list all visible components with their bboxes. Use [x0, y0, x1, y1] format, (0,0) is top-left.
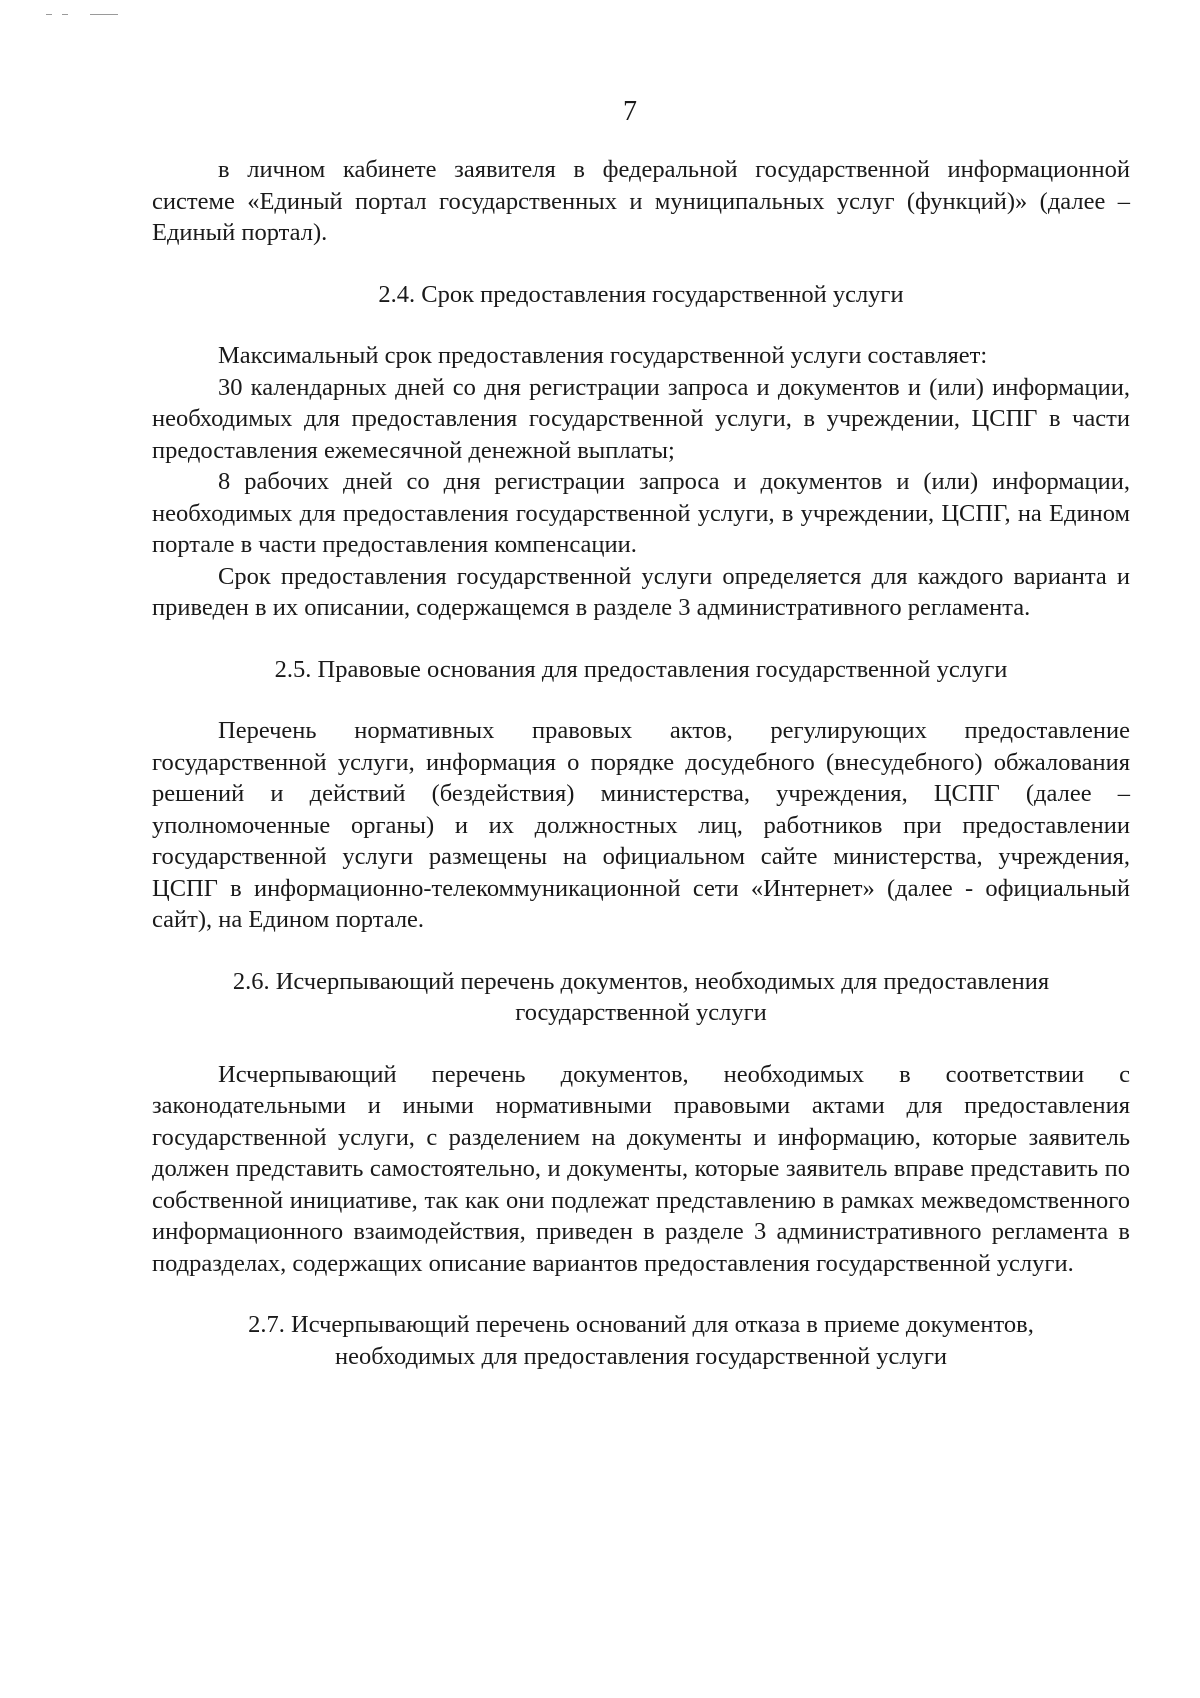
paragraph: 8 рабочих дней со дня регистрации запроса и документов и (или) информации, необходимых для предоставления государственной услуги, в учреждении, ЦСПГ, на Едином портале в части предоставления компенсации.	[152, 468, 1130, 558]
section-heading-2-4: 2.4. Срок предоставления государственной услуги	[378, 280, 904, 308]
paragraph: 30 календарных дней со дня регистрации запроса и документов и (или) информации, необходимых для предоставления государственной услуги, в учреждении, ЦСПГ в части предоставления ежемесячной денежной выплаты;	[152, 373, 1130, 464]
scan-artifact-dash	[62, 14, 68, 15]
paragraph: Срок предоставления государственной услуги определяется для каждого варианта и приведен в их описании, содержащемся в разделе 3 административного регламента.	[152, 562, 1130, 621]
section-heading-2-6: 2.6. Исчерпывающий перечень документов, необходимых для предоставления государственной услуги	[232, 967, 1050, 1026]
section-heading-2-5: 2.5. Правовые основания для предоставления государственной услуги	[274, 655, 1008, 683]
scan-artifact-line	[90, 14, 118, 15]
page-number: 7	[623, 96, 637, 127]
document-body	[152, 154, 1130, 1372]
paragraph: Максимальный срок предоставления государственной услуги составляет:	[218, 342, 988, 369]
section-heading-2-7: 2.7. Исчерпывающий перечень оснований для отказа в приеме документов, необходимых для предоставления государственной услуги	[248, 1311, 1034, 1370]
paragraph: Перечень нормативных правовых актов, регулирующих предоставление государственной услуги, информация о порядке досудебного (внесудебного) обжалования решений и действий (бездействия) министерства, учреждения, ЦСПГ (далее – уполномоченные органы) и их должностных лиц, работников при предоставлении государственной услуги размещены на официальном сайте министерства, учреждения, ЦСПГ в информационно-телекоммуникационной сети «Интернет» (далее - официальный сайт), на Едином портале.	[152, 717, 1130, 933]
paragraph: Исчерпывающий перечень документов, необходимых в соответствии с законодательными и иными нормативными правовыми актами для предоставления государственной услуги, с разделением на документы и информацию, которые заявитель должен представить самостоятельно, и документы, которые заявитель вправе представить по собственной инициативе, так как они подлежат представлению в рамках межведомственного информационного взаимодействия, приведен в разделе 3 административного регламента в подразделах, содержащих описание вариантов предоставления государственной услуги.	[152, 1060, 1130, 1277]
paragraph: в личном кабинете заявителя в федеральной государственной информационной системе «Единый портал государственных и муниципальных услуг (функций)» (далее – Единый портал).	[152, 156, 1130, 246]
scan-artifact-dash	[46, 14, 52, 15]
